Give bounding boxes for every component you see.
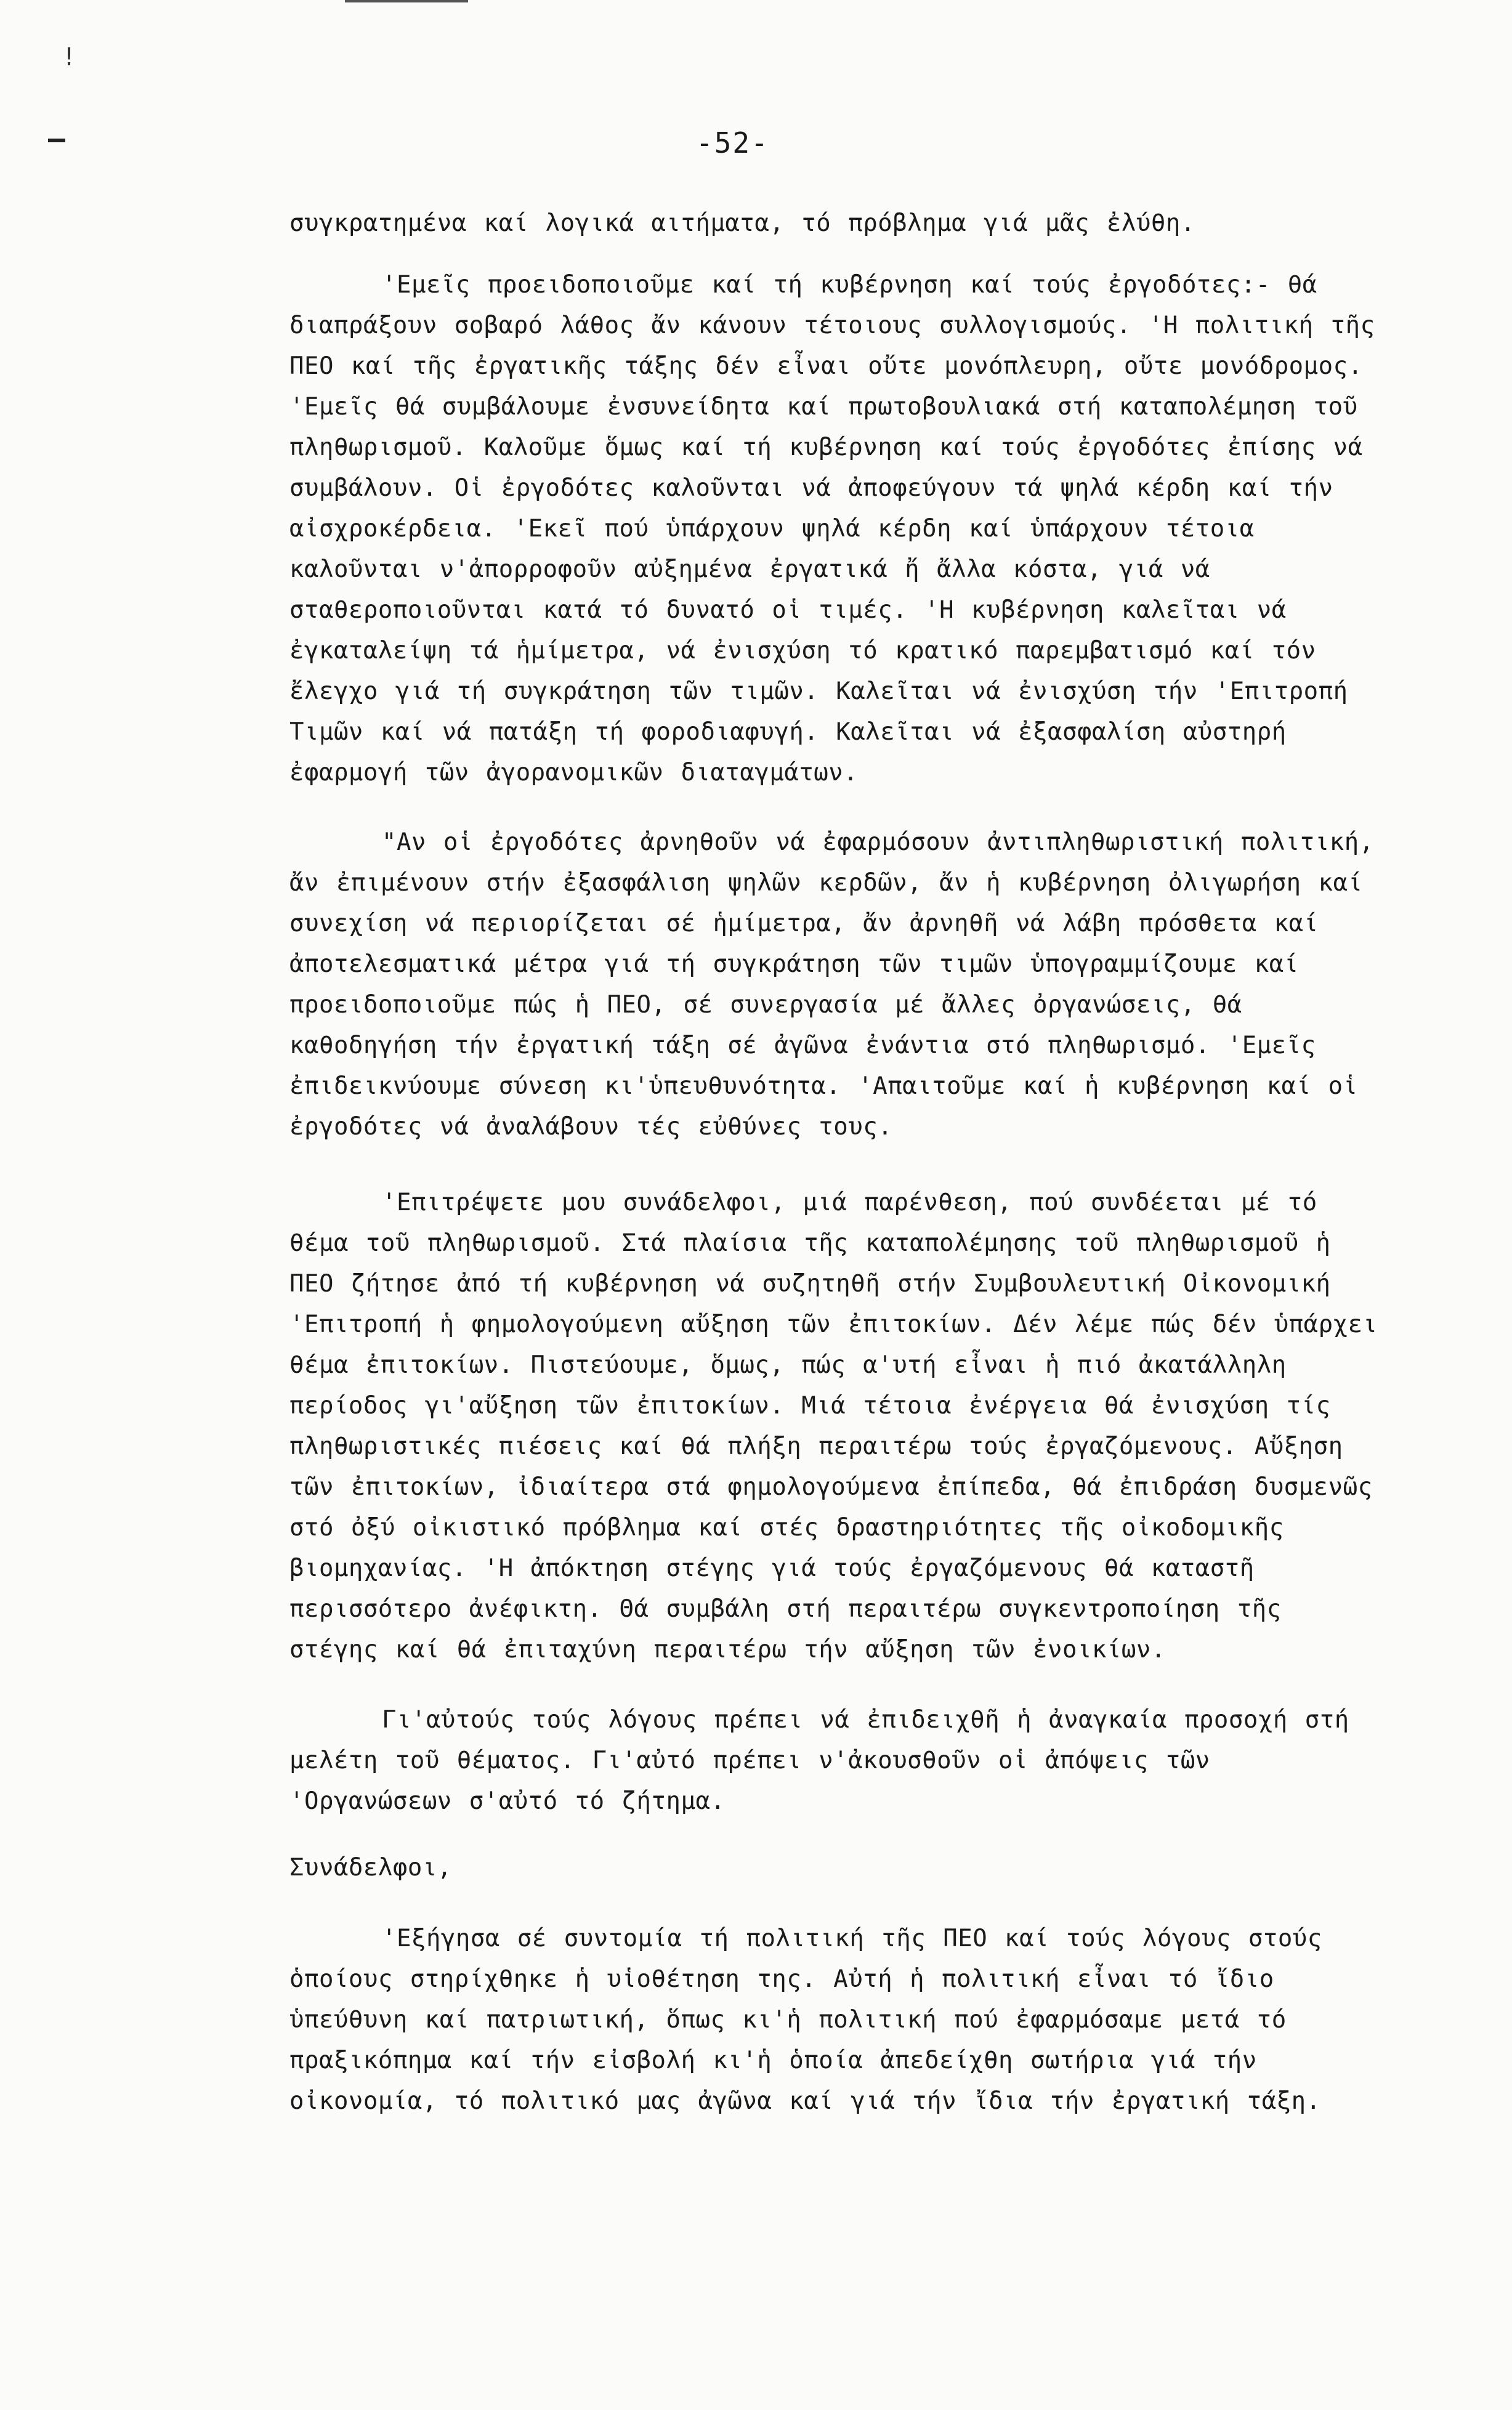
page-number: -52- xyxy=(696,126,769,160)
margin-mark-top-left: ǃ xyxy=(62,43,77,71)
paragraph-text: "Αν οἱ ἐργοδότες ἀρνηθοῦν νά ἐφαρμόσουν ἀντιπληθωριστική πολιτική, ἄν ἐπιμένουν στήν ἐξασφάλιση ψηλῶν κερδῶν, ἄν ἡ κυβέρνηση ὀλιγωρήση καί συνεχίση νά περιορίζεται σέ ἡμίμετρα, ἄν ἀρνηθῆ νά λάβη πρόσθετα καί ἀποτελεσματικά μέτρα γιά τή συγκράτηση τῶν τιμῶν ὑπογραμμίζουμε καί προειδοποιοῦμε πώς ἡ ΠΕΟ, σέ συνεργασία μέ ἄλλες ὀργανώσεις, θά καθοδηγήση τήν ἐργατική τάξη σέ ἀγῶνα ἐνάντια στό πληθωρισμό. 'Εμεῖς ἐπιδεικνύουμε σύνεση κι'ὑπευθυνότητα. 'Απαιτοῦμε καί ἡ κυβέρνηση καί οἱ ἐργοδότες νά ἀναλάβουν τές εὐθύνες τους. xyxy=(289,828,1374,1141)
top-edge-scribble xyxy=(345,0,468,2)
paragraph-text: 'Επιτρέψετε μου συνάδελφοι, μιά παρένθεση, πού συνδέεται μέ τό θέμα τοῦ πληθωρισμοῦ. Στά πλαίσια τῆς καταπολέμησης τοῦ πληθωρισμοῦ ἡ ΠΕΟ ζήτησε ἀπό τή κυβέρνηση νά συζητηθῆ στήν Συμβουλευτική Οἰκονομική 'Επιτροπή ἡ φημολογούμενη αὔξηση τῶν ἐπιτοκίων. Δέν λέμε πώς δέν ὑπάρχει θέμα ἐπιτοκίων. Πιστεύουμε, ὅμως, πώς α'υτή εἶναι ἡ πιό ἀκατάλληλη περίοδος γι'αὔξηση τῶν ἐπιτοκίων. Μιά τέτοια ἐνέργεια θά ἐνισχύση τίς πληθωριστικές πιέσεις καί θά πλήξη περαιτέρω τούς ἐργαζόμενους. Αὔξηση τῶν ἐπιτοκίων, ἰδιαίτερα στά φημολογούμενα ἐπίπεδα, θά ἐπιδράση δυσμενῶς στό ὀξύ οἰκιστικό πρόβλημα καί στές δραστηριότητες τῆς οἰκοδομικῆς βιομηχανίας. 'Η ἀπόκτηση στέγης γιά τούς ἐργαζόμενους θά καταστῆ περισσότερο ἀνέφικτη. Θά συμβάλη στή περαιτέρω συγκεντροποίηση τῆς στέγης καί θά ἐπιταχύνη περαιτέρω τήν αὔξηση τῶν ἐνοικίων. xyxy=(289,1189,1378,1664)
paragraph-text: 'Εμεῖς προειδοποιοῦμε καί τή κυβέρνηση καί τούς ἐργοδότες:- θά διαπράξουν σοβαρό λάθος ἄν κάνουν τέτοιους συλλογισμούς. 'Η πολιτική τῆς ΠΕΟ καί τῆς ἐργατικῆς τάξης δέν εἶναι οὔτε μονόπλευρη, οὔτε μονόδρομος. 'Εμεῖς θά συμβάλουμε ἐνσυνείδητα καί πρωτοβουλιακά στή καταπολέμηση τοῦ πληθωρισμοῦ. Καλοῦμε ὅμως καί τή κυβέρνηση καί τούς ἐργοδότες ἐπίσης νά συμβάλουν. Οἱ ἐργοδότες καλοῦνται νά ἀποφεύγουν τά ψηλά κέρδη καί τήν αἰσχροκέρδεια. 'Εκεῖ πού ὑπάρχουν ψηλά κέρδη καί ὑπάρχουν τέτοια καλοῦνται ν'ἀπορροφοῦν αὐξημένα ἐργατικά ἤ ἄλλα κόστα, γιά νά σταθεροποιοῦνται κατά τό δυνατό οἱ τιμές. 'Η κυβέρνηση καλεῖται νά ἐγκαταλείψη τά ἡμίμετρα, νά ἐνισχύση τό κρατικό παρεμβατισμό καί τόν ἔλεγχο γιά τή συγκράτηση τῶν τιμῶν. Καλεῖται νά ἐνισχύση τήν 'Επιτροπή Τιμῶν καί νά πατάξη τή φοροδιαφυγή. Καλεῖται νά ἐξασφαλίση αὐστηρή ἐφαρμογή τῶν ἀγορανομικῶν διαταγμάτων. xyxy=(289,271,1375,786)
paragraph-employers xyxy=(289,822,1386,1147)
paragraph-interest-rates xyxy=(289,1183,1386,1670)
paragraph-text: 'Εξήγησα σέ συντομία τή πολιτική τῆς ΠΕΟ καί τούς λόγους στούς ὁποίους στηρίχθηκε ἡ υἱοθέτηση της. Αὐτή ἡ πολιτική εἶναι τό ἴδιο ὑπεύθυνη καί πατριωτική, ὅπως κι'ἡ πολιτική πού ἐφαρμόσαμε μετά τό πραξικόπημα καί τήν εἰσβολή κι'ἡ ὁποία ἀπεδείχθη σωτήρια γιά τήν οἰκονομία, τό πολιτικό μας ἀγῶνα καί γιά τήν ἴδια τήν ἐργατική τάξη. xyxy=(289,1925,1322,2115)
paragraph-text: Γι'αὐτούς τούς λόγους πρέπει νά ἐπιδειχθῆ ἡ ἀναγκαία προσοχή στή μελέτη τοῦ θέματος. Γι'αὐτό πρέπει ν'ἀκουσθοῦν οἱ ἀπόψεις τῶν 'Οργανώσεων σ'αὐτό τό ζήτημα. xyxy=(289,1706,1349,1815)
salutation xyxy=(289,1848,1386,1888)
paragraph-text: συγκρατημένα καί λογικά αιτήματα, τό πρόβλημα γιά μᾶς ἐλύθη. xyxy=(289,209,1195,237)
paragraph-continuation xyxy=(289,203,1386,244)
paragraph-reasons xyxy=(289,1700,1386,1822)
paragraph-conclusion xyxy=(289,1919,1386,2122)
salutation-text: Συνάδελφοι, xyxy=(289,1854,452,1882)
paragraph-warning xyxy=(289,265,1386,793)
margin-dash-left xyxy=(48,139,65,142)
